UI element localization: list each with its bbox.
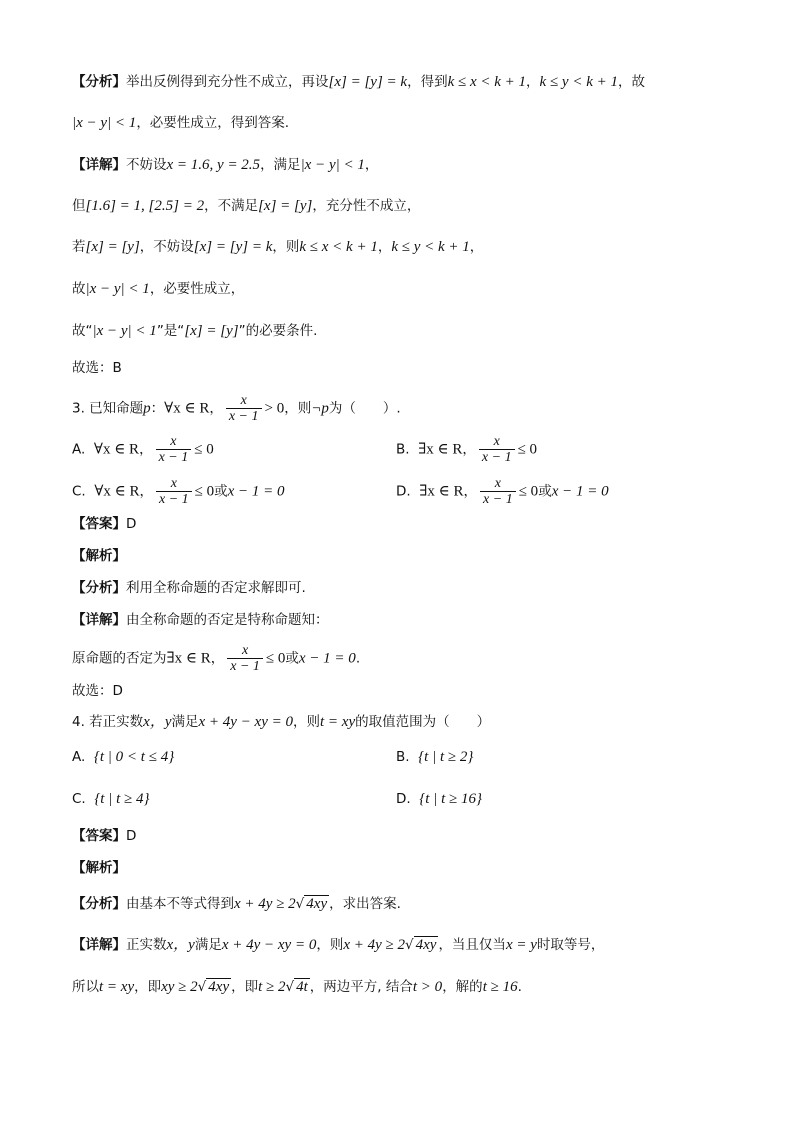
- fraction-numerator: x: [170, 476, 177, 491]
- text: ，满足: [260, 157, 301, 173]
- sqrt-radicand: 4t: [296, 979, 308, 995]
- formula: xy ≥ 2: [161, 979, 198, 995]
- text: .: [517, 979, 522, 995]
- answer-tag: 【答案】: [72, 516, 126, 532]
- choice-line: 故选：B: [72, 360, 122, 376]
- fraction: [226, 393, 262, 424]
- fraction: [227, 643, 263, 674]
- formula: k ≤ y < k + 1: [539, 74, 618, 90]
- text: 4. 若正实数: [72, 714, 144, 730]
- text: 举出反例得到充分性不成立，再设: [126, 74, 329, 90]
- option-c: C. ∀x ∈ R， $\frac{x}{x - 1}$ ≤ 0或x − 1 = 0: [72, 476, 285, 507]
- formula: [x] = [y]: [85, 239, 140, 255]
- answer-value: D: [126, 516, 137, 532]
- formula: [x] = [y]: [184, 323, 239, 339]
- text: 利用全称命题的否定求解即可.: [126, 580, 306, 596]
- text: ，即: [231, 979, 259, 995]
- text: 时取等号，: [536, 937, 605, 953]
- formula: k ≤ x < k + 1: [447, 74, 527, 90]
- option-label: D.: [396, 791, 411, 807]
- formula: x + 4y ≥ 2: [343, 937, 405, 953]
- formula: ∃x ∈ R: [166, 650, 211, 667]
- text: ，则: [272, 239, 300, 255]
- q4-option-b: [396, 747, 473, 767]
- question-4-stem: [72, 712, 490, 732]
- q3-choice: 故选：D: [72, 683, 123, 699]
- fraction-numerator: x: [241, 643, 249, 658]
- fraction-denominator: x − 1: [480, 491, 516, 507]
- formula: ∀x ∈ R: [164, 400, 210, 417]
- fraction-numerator: x: [494, 476, 501, 491]
- text: 3. 已知命题: [72, 400, 144, 417]
- q4-analysis: 【分析】由基本不等式得到x + 4y ≥ 2√ 4xy ，求出答案.: [72, 896, 401, 912]
- text: 但: [72, 198, 86, 214]
- formula: x − 1 = 0: [227, 483, 285, 500]
- text: ，: [469, 239, 484, 255]
- q4-answer: [72, 826, 136, 846]
- option-b: B. ∃x ∈ R， $\frac{x}{x - 1}$ ≤ 0: [396, 434, 538, 465]
- formula: |x − y| < 1: [92, 323, 157, 339]
- answer-value: D: [126, 828, 137, 844]
- formula: > 0: [264, 400, 285, 417]
- text: 或: [538, 483, 552, 500]
- fraction: [479, 434, 515, 465]
- sqrt-radicand: 4xy: [306, 896, 328, 912]
- sqrt-radicand: 4xy: [415, 937, 437, 953]
- formula: ≤ 0: [518, 483, 539, 500]
- text: .: [355, 650, 361, 667]
- formula: |x − y| < 1: [300, 157, 365, 173]
- detail-line-1: [72, 155, 378, 175]
- text: ，不妨设: [139, 239, 194, 255]
- fraction-denominator: x − 1: [226, 408, 262, 424]
- text: 的取值范围为（ ）: [355, 714, 491, 730]
- text: ，充分性不成立，: [312, 198, 421, 214]
- text: 或: [285, 650, 299, 667]
- formula: x = y: [505, 937, 537, 953]
- text: 满足: [171, 714, 199, 730]
- option-label: C.: [72, 791, 86, 807]
- text: 为（ ）.: [328, 400, 401, 417]
- text: ，得到: [407, 74, 448, 90]
- text: ，必要性成立，: [149, 281, 245, 297]
- detail-line-4: [72, 279, 244, 299]
- text: 故: [72, 281, 86, 297]
- detail-tag: 【详解】: [72, 937, 126, 953]
- text: 满足: [194, 937, 222, 953]
- q3-negation: 原命题的否定为∃x ∈ R， $\frac{x}{x - 1}$ ≤ 0或x − 1 = 0.: [72, 643, 361, 674]
- formula: [x] = [y] = k: [328, 74, 408, 90]
- formula: t > 0: [412, 979, 443, 995]
- fraction-denominator: x − 1: [156, 491, 192, 507]
- text: ，: [526, 74, 540, 90]
- q3-jiexi: [72, 546, 126, 566]
- formula: ≤ 0: [194, 483, 215, 500]
- q4-option-d: [396, 789, 482, 809]
- formula: t = xy: [320, 714, 356, 730]
- formula: |x − y| < 1: [85, 281, 150, 297]
- formula: ∃x ∈ R: [419, 483, 464, 500]
- detail-line-2: [72, 196, 420, 216]
- formula: {t | 0 < t ≤ 4}: [93, 749, 175, 765]
- detail-line-5: [72, 321, 317, 341]
- fraction-denominator: x − 1: [479, 449, 515, 465]
- formula: k ≤ x < k + 1: [299, 239, 378, 255]
- formula: t ≥ 2: [258, 979, 286, 995]
- formula: [x] = [y] = k: [193, 239, 273, 255]
- option-label: C.: [72, 483, 86, 500]
- text: ，: [364, 157, 379, 173]
- text: 正实数: [126, 937, 167, 953]
- text: 若: [72, 239, 86, 255]
- formula: x + 4y − xy = 0: [221, 937, 317, 953]
- q4-jiexi: [72, 858, 126, 878]
- text: 由基本不等式得到: [126, 896, 234, 912]
- option-d: D. ∃x ∈ R， $\frac{x}{x - 1}$ ≤ 0或x − 1 = 0: [396, 476, 609, 507]
- text: 由全称命题的否定是特称命题知：: [126, 612, 329, 628]
- q3-answer: [72, 514, 136, 534]
- text: ，即: [134, 979, 162, 995]
- q3-analysis: [72, 578, 306, 598]
- fraction-denominator: x − 1: [227, 658, 263, 674]
- analysis-tag: 【分析】: [72, 896, 126, 912]
- text: ，故: [617, 74, 645, 90]
- analysis-line-2: [72, 113, 289, 133]
- fraction: [480, 476, 516, 507]
- detail-tag: 【详解】: [72, 612, 126, 628]
- text: ”是“: [156, 323, 185, 339]
- formula: ∀x ∈ R: [93, 441, 140, 458]
- option-label: B.: [396, 441, 410, 458]
- detail-line-3: [72, 237, 483, 257]
- text: ，必要性成立，得到答案.: [136, 115, 290, 131]
- formula: {t | t ≥ 2}: [418, 749, 474, 765]
- analysis-tag: 【分析】: [72, 580, 126, 596]
- text: 或: [214, 483, 228, 500]
- q4-detail: 【详解】正实数x，y满足x + 4y − xy = 0，则x + 4y ≥ 2√ 4xy ，当且仅当x = y时取等号，: [72, 937, 605, 953]
- option-label: D.: [396, 483, 411, 500]
- formula: k ≤ y < k + 1: [391, 239, 470, 255]
- formula: x + 4y ≥ 2: [234, 896, 296, 912]
- q4-detail-2: 所以t = xy，即xy ≥ 2√ 4xy ，即t ≥ 2√ 4t ，两边平方, 结合t > 0，解的t ≥ 16.: [72, 979, 522, 995]
- text: ，则: [284, 400, 312, 417]
- analysis-line-1: [72, 72, 645, 92]
- q3-detail: [72, 610, 329, 630]
- formula: t = xy: [99, 979, 135, 995]
- text: ：: [150, 400, 165, 417]
- sqrt-radicand: 4xy: [208, 979, 230, 995]
- formula: ∀x ∈ R: [94, 483, 140, 500]
- option-label: A.: [72, 441, 86, 458]
- text: ，当且仅当: [438, 937, 506, 953]
- text: 故“: [72, 323, 93, 339]
- answer-tag: 【答案】: [72, 828, 126, 844]
- formula: {t | t ≥ 4}: [94, 791, 150, 807]
- jiexi-tag: 【解析】: [72, 860, 126, 876]
- text: ”的必要条件.: [238, 323, 318, 339]
- option-label: B.: [396, 749, 410, 765]
- q4-option-c: [72, 789, 150, 809]
- formula: [1.6] = 1, [2.5] = 2: [85, 198, 205, 214]
- formula: x − 1 = 0: [551, 483, 609, 500]
- formula: ≤ 0: [265, 650, 286, 667]
- fraction: [156, 434, 192, 465]
- formula: ≤ 0: [194, 441, 214, 458]
- fraction: [156, 476, 192, 507]
- text: 不妨设: [126, 157, 167, 173]
- text: ，两边平方, 结合: [309, 979, 413, 995]
- text: ，则: [316, 937, 344, 953]
- formula: p: [143, 400, 151, 417]
- question-3-stem: [72, 393, 401, 424]
- formula: x，y: [143, 714, 172, 730]
- option-label: A.: [72, 749, 86, 765]
- formula: x = 1.6, y = 2.5: [166, 157, 261, 173]
- formula: {t | t ≥ 16}: [419, 791, 482, 807]
- text: 所以: [72, 979, 99, 995]
- fraction-numerator: x: [240, 393, 247, 408]
- fraction-denominator: x − 1: [156, 449, 192, 465]
- text: ，则: [293, 714, 320, 730]
- q4-option-a: [72, 747, 174, 767]
- fraction-numerator: x: [170, 434, 177, 449]
- analysis-tag: 【分析】: [72, 74, 126, 90]
- fraction-numerator: x: [493, 434, 500, 449]
- formula: x + 4y − xy = 0: [198, 714, 293, 730]
- text: ，: [209, 400, 223, 417]
- jiexi-tag: 【解析】: [72, 548, 126, 564]
- formula: t ≥ 16: [482, 979, 518, 995]
- formula: ¬p: [311, 400, 329, 417]
- formula: x，y: [166, 937, 195, 953]
- option-a: A. ∀x ∈ R， $\frac{x}{x - 1}$ ≤ 0: [72, 434, 214, 465]
- formula: ≤ 0: [517, 441, 538, 458]
- detail-tag: 【详解】: [72, 157, 126, 173]
- formula: ∃x ∈ R: [418, 441, 463, 458]
- text: ，: [377, 239, 392, 255]
- text: 原命题的否定为: [72, 650, 167, 667]
- formula: [x] = [y]: [258, 198, 313, 214]
- formula: |x − y| < 1: [72, 115, 137, 131]
- text: ，求出答案.: [329, 896, 401, 912]
- formula: x − 1 = 0: [298, 650, 356, 667]
- text: ，解的: [442, 979, 483, 995]
- text: ，不满足: [204, 198, 259, 214]
